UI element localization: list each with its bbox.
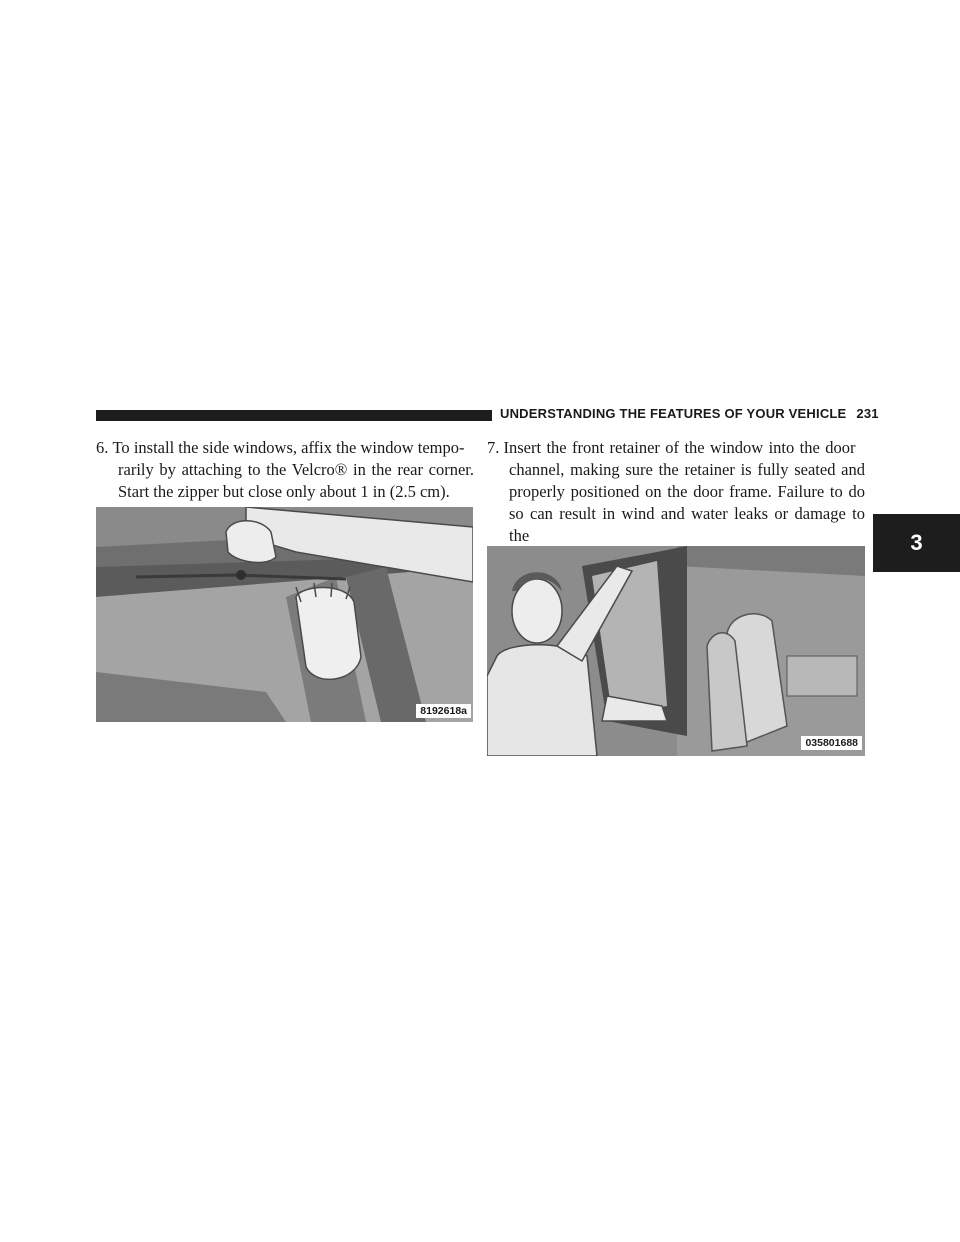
step-text-line: Start the zipper but close only about 1 in (2.5 cm). [118, 482, 450, 501]
step-number: 6. [96, 438, 109, 457]
figure-label: 035801688 [801, 736, 862, 750]
step-text-line: channel, making sure the retainer is fully seated and [509, 460, 865, 479]
figure-label: 8192618a [416, 704, 471, 718]
figure-window-velcro [96, 507, 473, 722]
step-text-line: so can result in wind and water leaks or damage to the [509, 504, 865, 545]
step-6 [96, 437, 474, 503]
running-header [500, 406, 879, 421]
header-rule [96, 410, 492, 421]
chapter-tab: 3 [873, 514, 960, 572]
hand-attaching-window-illustration-icon [96, 507, 473, 722]
section-title: UNDERSTANDING THE FEATURES OF YOUR VEHICLE [500, 406, 847, 421]
figure-door-window [487, 546, 865, 756]
step-text-line: rarily by attaching to the Velcro® in the rear corner. [118, 460, 474, 479]
page-number: 231 [856, 406, 879, 421]
step-number: 7. [487, 438, 500, 457]
step-text-line: To install the side windows, affix the window tempo- [112, 438, 465, 457]
person-installing-door-window-illustration-icon [487, 546, 865, 756]
step-text-line: Insert the front retainer of the window into the door [503, 438, 856, 457]
step-text-line: properly positioned on the door frame. Failure to do [509, 482, 865, 501]
